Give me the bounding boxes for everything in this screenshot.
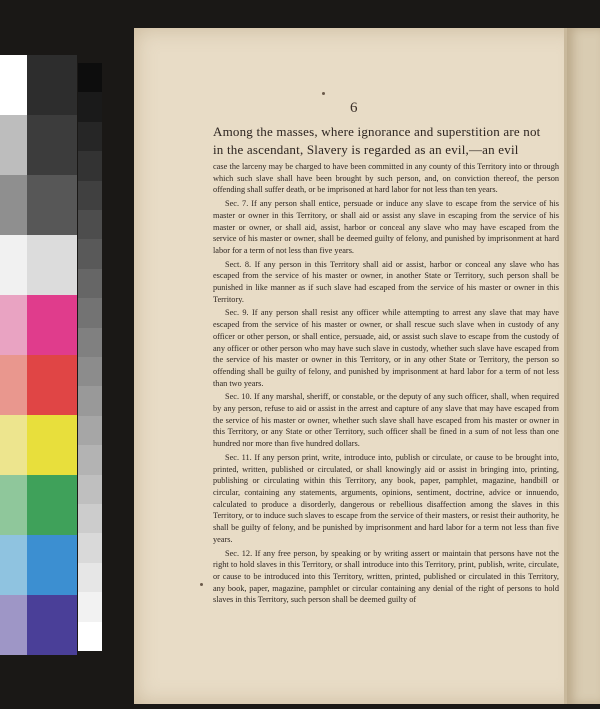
headline-line-1: Among the masses, where ignorance and superstition are not [213,124,541,139]
gray-step [78,63,102,92]
section-paragraph: Sec. 11. If any person print, write, introduce into, publish or circulate, or cause to be brought into, printed, written, published or circulated, or shall knowingly aid or assist in bringing into, printing, publishing or circulating within this Territory, any book, paper, pamphlet, magazine, handbill or circular, containing any statements, arguments, opinions, sentiment, doctrine, advice or innuendo, calculated to produce a disorderly, dangerous or rebellious disaffection among the slaves in this Territory, or to induce such slaves to escape from the service of their masters, or resist their authority, he shall be guilty of felony, and be punished by imprisonment and hard labor for a term not less than five years. [213,452,560,544]
color-swatch [0,175,27,235]
page-number: 6 [350,100,358,116]
color-swatch [27,175,77,235]
color-swatch [0,55,27,115]
section-paragraph: Sec. 9. If any person shall resist any officer while attempting to arrest any slave that may have escaped from the service of his master or owner, or shall rescue such slave when in custody of any officer or other person, or shall entice, persuade, aid, or assist such slave to escape from the custody of any officer or other person who may have such slave in custody, whether such slave have escaped from the service of his master or owner in this Territory, or in any other State or Territory, the person so offending shall be guilty of felony, and punished by imprisonment at hard labor for a term of not less than two years. [213,308,559,388]
headline [213,123,558,159]
body-text [213,161,559,606]
page-blemish [200,583,203,586]
gray-step [78,328,102,357]
gray-step [78,239,102,268]
gray-step [78,622,102,651]
color-swatch [27,235,77,295]
page-blemish [322,92,325,95]
grayscale-strip [78,63,102,651]
color-swatch [0,475,27,535]
gray-step [78,92,102,121]
section-paragraph: Sec. 7. If any person shall entice, persuade or induce any slave to escape from the service of his master or owner in this Territory, or shall aid or assist any slave in escaping from the service of his master or owner, or shall aid, assist, harbor or conceal any slave who may have escaped from the service of his master or owner, shall be deemed guilty of felony, and punished by imprisonment at hard labor for a term of not less than five years. [213,199,559,255]
gray-step [78,563,102,592]
gray-step [78,504,102,533]
paragraph: case the larceny may be charged to have been committed in any county of this Territory into or through which such slave shall have been brought by such person, and, on conviction thereof, the person offending shall suffer death, or be imprisoned at hard labor for not less than ten years. [213,162,559,195]
gray-step [78,298,102,327]
gray-step [78,475,102,504]
color-swatch [0,295,27,355]
section-paragraph: Sec. 10. If any marshal, sheriff, or constable, or the deputy of any such officer, shall, when required by any person, refuse to aid or assist in the arrest and capture of any slave that may have escaped from the service of his master or owner, whether such slave shall have escaped from his master or owner in this Territory, or any State or other Territory, such officer shall be fined in a sum of not less than one hundred nor more than five hundred dollars. [213,392,559,449]
gray-step [78,592,102,621]
gray-step [78,416,102,445]
color-swatch [0,115,27,175]
color-swatch [0,415,27,475]
color-swatch [27,415,77,475]
headline-line-2: in the ascendant, Slavery is regarded as an evil,—an evil [213,142,519,157]
color-swatch [0,355,27,415]
section-paragraph: Sect. 8. If any person in this Territory shall aid or assist, harbor or conceal any slave who has escaped from the service of his master or owner, in another State or Territory, such person shall be punished in like manner as if such slave had escaped from the service of his master or owner in this Territory. [213,259,559,304]
gray-step [78,210,102,239]
gray-step [78,445,102,474]
color-swatch [0,535,27,595]
color-swatch [27,295,77,355]
color-swatch [0,595,27,655]
color-swatch [27,115,77,175]
section-paragraph: Sec. 12. If any free person, by speaking or by writing assert or maintain that persons have not the right to hold slaves in this Territory, or shall introduce into this Territory, print, publish, write, circulate, or cause to be introduced into this Territory, written, printed, published or circulated in this Territory, any book, paper, magazine, pamphlet or circular containing any denial of the right of persons to hold slaves in this Territory, such person shall be deemed guilty of [213,548,559,605]
color-swatch [0,235,27,295]
next-page-edge [567,28,600,704]
gray-step [78,357,102,386]
gray-step [78,151,102,180]
color-swatch [27,595,77,655]
color-swatch [27,355,77,415]
gray-step [78,269,102,298]
color-swatch [27,475,77,535]
color-swatch [27,55,77,115]
gray-step [78,122,102,151]
gray-step [78,533,102,562]
gray-step [78,386,102,415]
gray-step [78,181,102,210]
color-swatch [27,535,77,595]
